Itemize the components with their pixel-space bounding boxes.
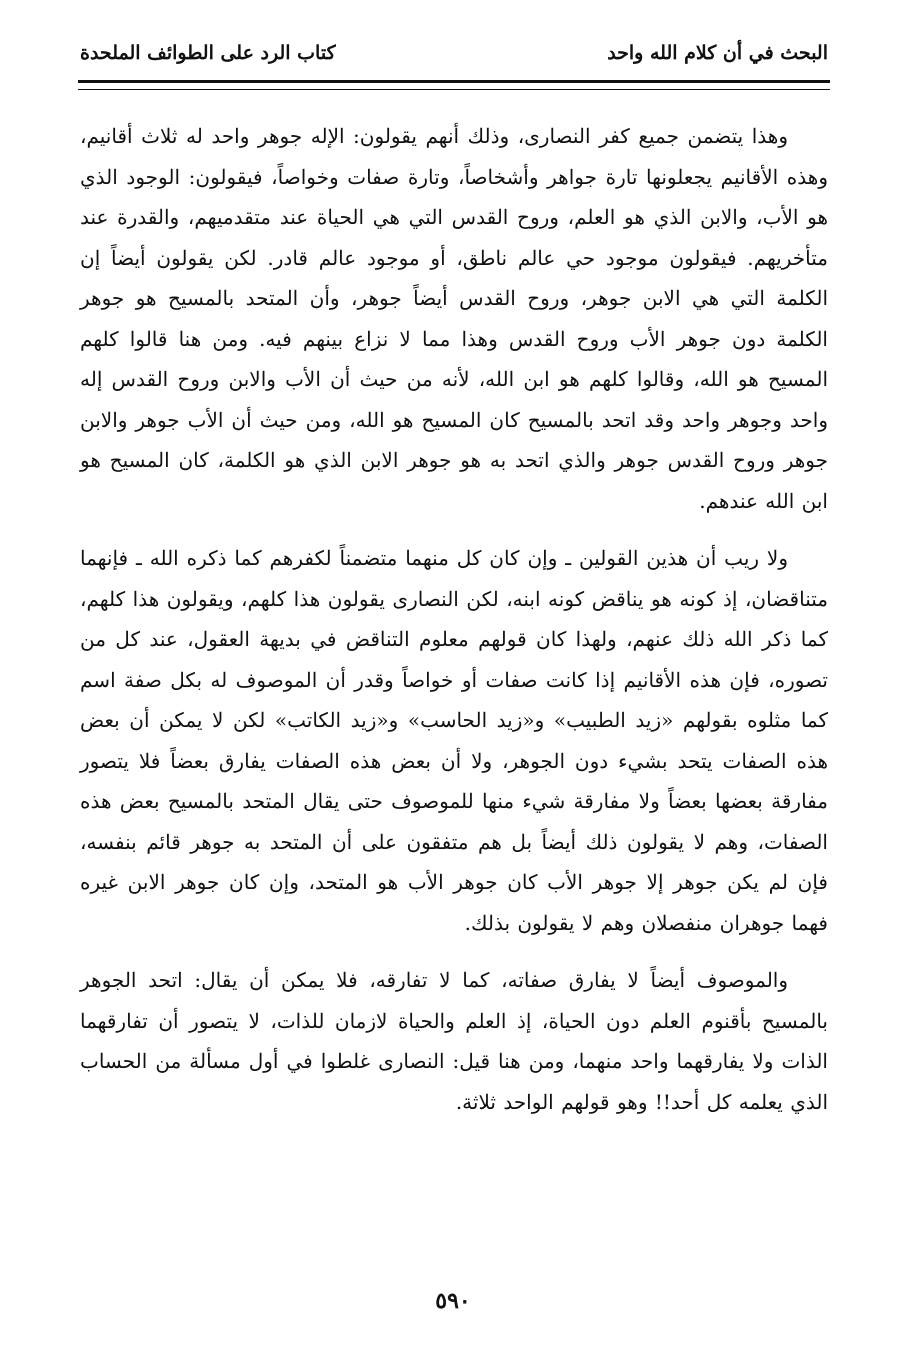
header-book-title: البحث في أن كلام الله واحد	[607, 42, 828, 64]
paragraph: وهذا يتضمن جميع كفر النصارى، وذلك أنهم يقولون: الإله جوهر واحد له ثلاث أقانيم، وهذه الأقانيم يجعلونها تارة جواهر وأشخاصاً، وتارة صفات وخواصاً، فيقولون: الوجود الذي هو الأب، والابن الذي هو العلم، وروح القدس التي هي الحياة عند متقدميهم، والقدرة عند متأخريهم. فيقولون موجود حي عالم ناطق، أو موجود عالم قادر. لكن يقولون أيضاً إن الكلمة التي هي الابن جوهر، وروح القدس أيضاً جوهر، وأن المتحد بالمسيح هو جوهر الكلمة دون جوهر الأب وروح القدس وهذا مما لا نزاع بينهم فيه. ومن هنا قالوا كلهم المسيح هو الله، وقالوا كلهم هو ابن الله، لأنه من حيث أن الأب والابن وروح القدس إله واحد وجوهر واحد وقد اتحد بالمسيح كان المسيح هو الله، ومن حيث أن الأب جوهر والابن جوهر وروح القدس جوهر والذي اتحد به هو جوهر الابن الذي هو الكلمة، كان المسيح هو ابن الله عندهم.	[80, 124, 828, 513]
main-text	[80, 116, 828, 1122]
paragraph: والموصوف أيضاً لا يفارق صفاته، كما لا تفارقه، فلا يمكن أن يقال: اتحد الجوهر بالمسيح بأقنوم العلم دون الحياة، إذ العلم والحياة لازمان للذات، لا يتصور أن تفارقهما الذات ولا يفارقهما واحد منهما، ومن هنا قيل: النصارى غلطوا في أول مسألة من الحساب الذي يعلمه كل أحد!! وهو قولهم الواحد ثلاثة.	[80, 968, 828, 1114]
paragraph: ولا ريب أن هذين القولين ـ وإن كان كل منهما متضمناً لكفرهم كما ذكره الله ـ فإنهما متناقضان، إذ كونه هو يناقض كونه ابنه، لكن النصارى يقولون هذا كلهم، ويقولون هذا كلهم، كما ذكر الله ذلك عنهم، ولهذا كان قولهم معلوم التناقض في بديهة العقول، عند كل من تصوره، فإن هذه الأقانيم إذا كانت صفات أو خواصاً وقدر أن الموصوف له بكل صفة اسم كما مثلوه بقولهم «زيد الطبيب» و«زيد الحاسب» و«زيد الكاتب» لكن لا يمكن أن بعض هذه الصفات يتحد بشيء دون الجوهر، ولا أن بعض هذه الصفات يفارق بعضاً فلا يتصور مفارقة بعضها بعضاً ولا مفارقة شيء منها للموصوف حتى يقال المتحد بالمسيح بعض هذه الصفات، وهم لا يقولون ذلك أيضاً بل هم متفقون على أن المتحد به جوهر قائم بنفسه، فإن لم يكن جوهر إلا جوهر الأب كان جوهر الأب هو المتحد، وإن كان جوهر الابن غيره فهما جوهران منفصلان وهم لا يقولون بذلك.	[80, 546, 829, 935]
header-chapter-title: كتاب الرد على الطوائف الملحدة	[80, 42, 336, 64]
header-rule-thick	[78, 80, 830, 83]
page-number: ٥٩٠	[435, 1288, 471, 1314]
running-header	[80, 38, 828, 68]
header-rule-thin	[78, 89, 830, 90]
